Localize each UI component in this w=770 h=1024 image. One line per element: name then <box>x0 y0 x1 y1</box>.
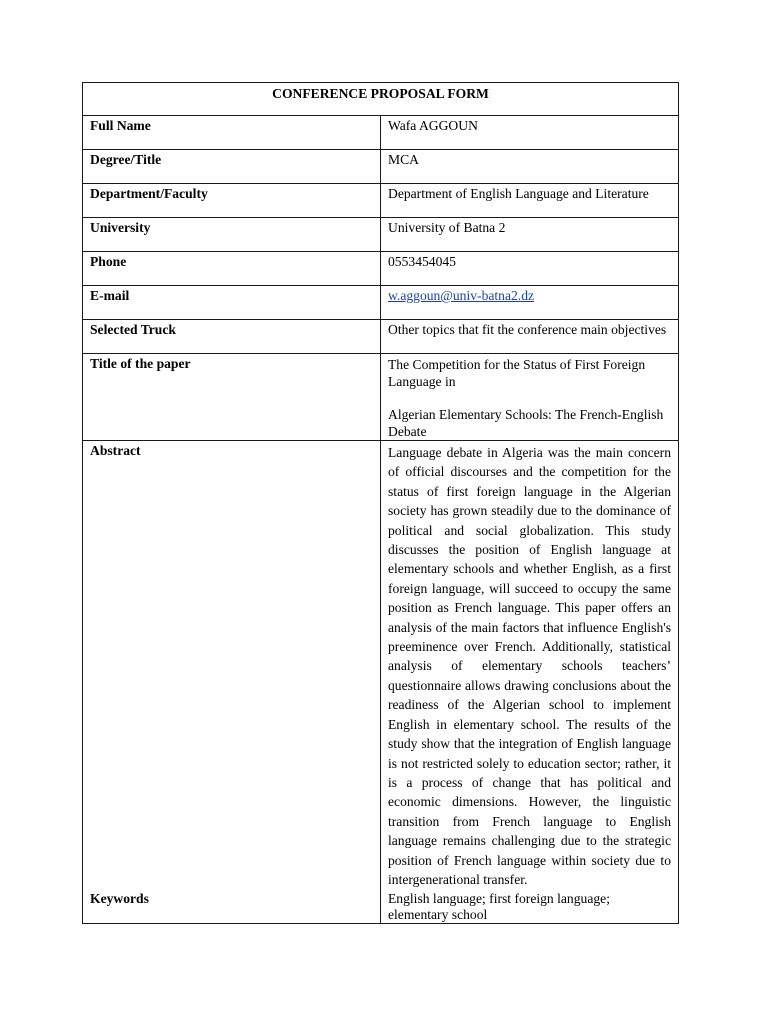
abstract-label: Abstract <box>83 441 381 890</box>
phone-label: Phone <box>83 252 381 286</box>
full-name-value: Wafa AGGOUN <box>381 116 679 150</box>
email-label: E-mail <box>83 286 381 320</box>
row-selected-track <box>83 320 679 354</box>
paper-title-cell <box>381 354 679 441</box>
university-label: University <box>83 218 381 252</box>
email-link[interactable]: w.aggoun@univ-batna2.dz <box>388 288 535 303</box>
row-university <box>83 218 679 252</box>
abstract-value: Language debate in Algeria was the main concern of official discourses and the competition for the status of first foreign language in the Algerian society has grown steadily due to the dominance of political and social globalization. This study discusses the position of English language at elementary schools and whether English, as a first foreign language, will succeed to occupy the same position as French language. This paper offers an analysis of the main factors that influence English's preeminence over French. Additionally, statistical analysis of elementary schools teachers’ questionnaire allows drawing conclusions about the readiness of the Algerian school to implement English in elementary school. The results of the study show that the integration of English language is not restricted solely to education sector; rather, it is a process of change that has political and economic dimensions. However, the linguistic transition from French language to English language remains challenging due to the strategic position of French language within society due to intergenerational transfer. <box>381 441 679 890</box>
degree-label: Degree/Title <box>83 150 381 184</box>
keywords-label: Keywords <box>83 889 381 924</box>
paper-title-line-2: Algerian Elementary Schools: The French-English Debate <box>388 407 664 439</box>
track-label: Selected Truck <box>83 320 381 354</box>
university-value: University of Batna 2 <box>381 218 679 252</box>
form-title: CONFERENCE PROPOSAL FORM <box>83 83 679 116</box>
track-value: Other topics that fit the conference main objectives <box>381 320 679 354</box>
row-department <box>83 184 679 218</box>
row-phone <box>83 252 679 286</box>
row-degree <box>83 150 679 184</box>
full-name-label: Full Name <box>83 116 381 150</box>
phone-value: 0553454045 <box>381 252 679 286</box>
paper-title-line-1: The Competition for the Status of First Foreign Language in <box>388 357 646 389</box>
row-abstract <box>83 441 679 890</box>
form-header-row <box>83 83 679 116</box>
department-value: Department of English Language and Literature <box>381 184 679 218</box>
row-email <box>83 286 679 320</box>
paper-title-label: Title of the paper <box>83 354 381 441</box>
degree-value: MCA <box>381 150 679 184</box>
row-paper-title <box>83 354 679 441</box>
email-cell <box>381 286 679 320</box>
department-label: Department/Faculty <box>83 184 381 218</box>
row-full-name <box>83 116 679 150</box>
row-keywords <box>83 889 679 924</box>
conference-proposal-form <box>82 82 679 924</box>
keywords-value: English language; first foreign language; elementary school <box>381 889 679 924</box>
